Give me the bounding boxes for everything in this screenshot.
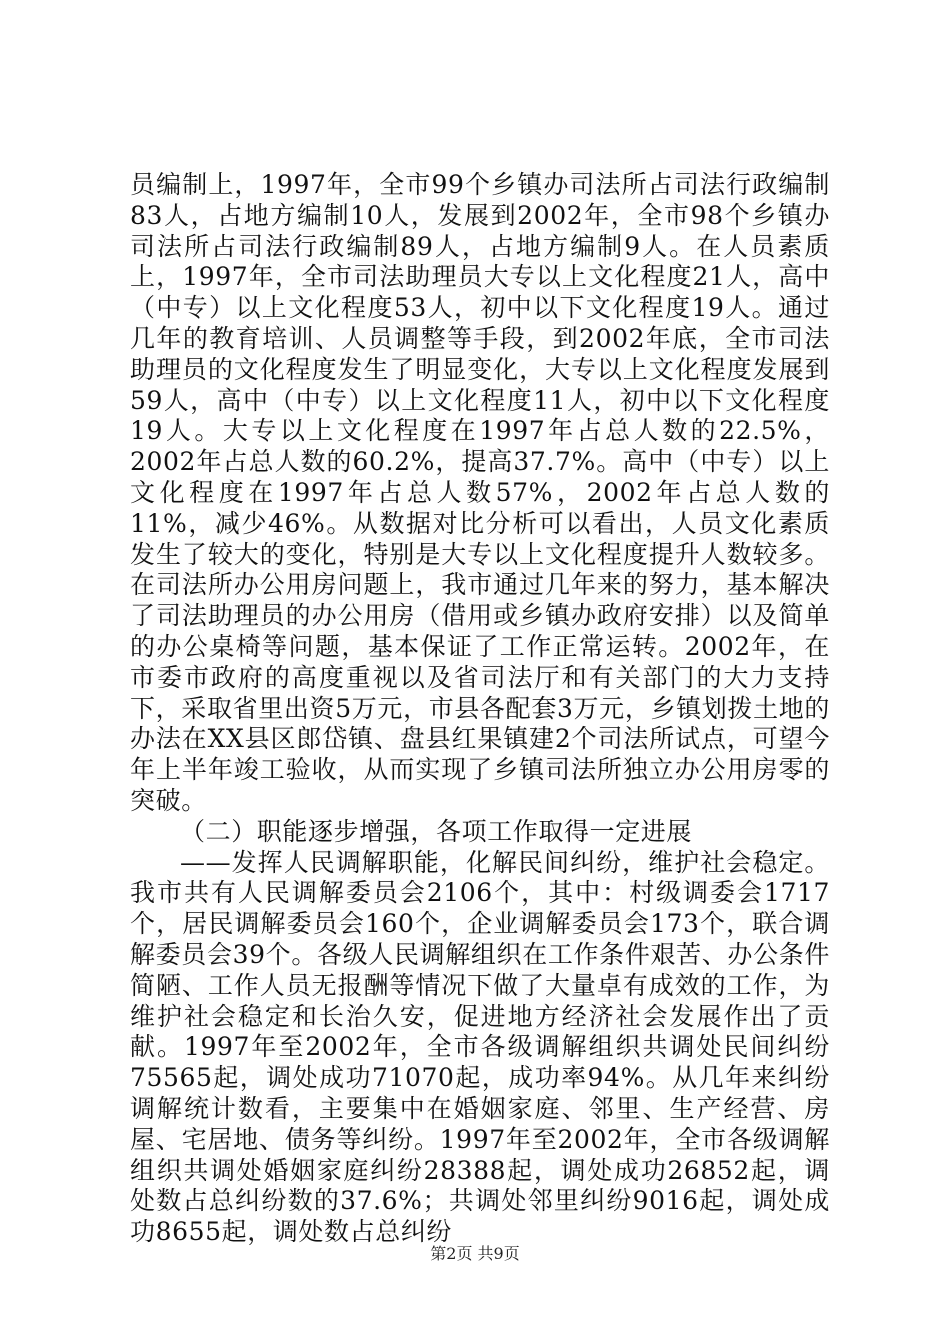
paragraph-staffing-and-education: 员编制上，1997年，全市99个乡镇办司法所占司法行政编制83人，占地方编制10人，发展到2002年，全市98个乡镇办司法所占司法行政编制89人，占地方编制9人。在人员素质上，1997年，全市司法助理员大专以上文化程度21人，高中（中专）以上文化程度53人，初中以下文化程度19人。通过几年的教育培训、人员调整等手段，到2002年底，全市司法助理员的文化程度发生了明显变化，大专以上文化程度发展到59人，高中（中专）以上文化程度11人，初中以下文化程度19人。大专以上文化程度在1997年占总人数的22.5%，2002年占总人数的60.2%，提高37.7%。高中（中专）以上文化程度在1997年占总人数57%，2002年占总人数的11%，减少46%。从数据对比分析可以看出，人员文化素质发生了较大的变化，特别是大专以上文化程度提升人数较多。在司法所办公用房问题上，我市通过几年来的努力，基本解决了司法助理员的办公用房（借用或乡镇办政府安排）以及简单的办公桌椅等问题，基本保证了工作正常运转。2002年，在市委市政府的高度重视以及省司法厅和有关部门的大力支持下，采取省里出资5万元，市县各配套3万元，乡镇划拨土地的办法在XX县区郎岱镇、盘县红果镇建2个司法所试点，可望今年上半年竣工验收，从而实现了乡镇司法所独立办公用房零的突破。 — [130, 170, 830, 815]
section-heading: （二）职能逐步增强，各项工作取得一定进展 — [180, 816, 693, 846]
paragraph-mediation: ——发挥人民调解职能，化解民间纠纷，维护社会稳定。我市共有人民调解委员会2106个，其中：村级调委会1717个，居民调解委员会160个，企业调解委员会173个，联合调解委员会39个。各级人民调解组织在工作条件艰苦、办公条件简陋、工作人员无报酬等情况下做了大量卓有成效的工作，为维护社会稳定和长治久安，促进地方经济社会发展作出了贡献。1997年至2002年，全市各级调解组织共调处民间纠纷75565起，调处成功71070起，成功率94%。从几年来纠纷调解统计数看，主要集中在婚姻家庭、邻里、生产经营、房屋、宅居地、债务等纠纷。1997年至2002年，全市各级调解组织共调处婚姻家庭纠纷28388起，调处成功26852起，调处数占总纠纷数的37.6%；共调处邻里纠纷9016起，调处成功8655起，调处数占总纠纷 — [130, 847, 830, 1247]
page-footer: 第2页 共9页 — [430, 1244, 520, 1263]
document-body — [130, 170, 830, 1248]
